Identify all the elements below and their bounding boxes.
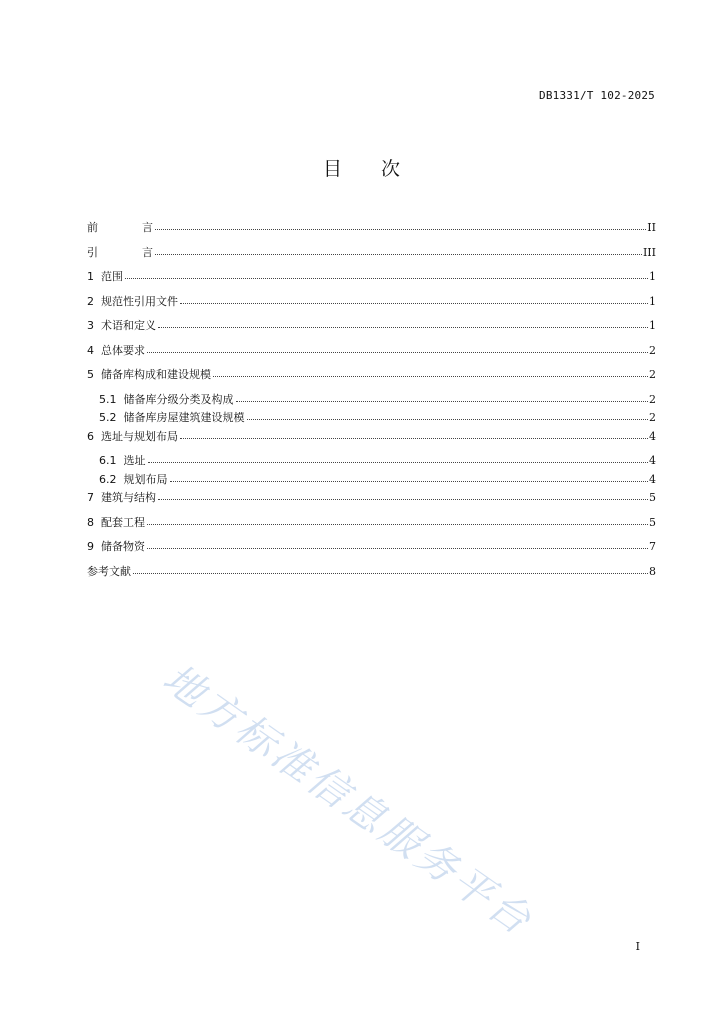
toc-leader-dots (180, 303, 648, 304)
toc-leader-dots (155, 229, 646, 230)
toc-entry-label: 2 规范性引用文件 (87, 294, 178, 308)
toc-entry-label: 6.1 选址 (99, 454, 146, 467)
toc-entry-label: 9 储备物资 (87, 540, 145, 553)
toc-entry-label (87, 219, 153, 236)
toc-leader-dots (158, 499, 648, 500)
toc-leader-dots (147, 352, 648, 353)
toc-entry-page: 4 (649, 472, 656, 486)
toc-leader-dots (147, 548, 648, 549)
toc-entry-label: 参考文献 (87, 564, 131, 578)
toc-entry[interactable] (87, 342, 656, 367)
toc-entry[interactable] (87, 268, 656, 293)
toc-entry-label-char: 言 (142, 245, 153, 259)
toc-leader-dots (147, 524, 648, 525)
toc-entry-page: 2 (649, 343, 656, 357)
toc-entry[interactable] (87, 563, 656, 588)
toc-entry[interactable] (87, 317, 656, 342)
toc-leader-dots (158, 327, 648, 328)
toc-entry-page: 1 (649, 319, 656, 332)
toc-entry-page: II (647, 221, 656, 234)
toc-entry-label-char: 前 (87, 221, 98, 234)
toc-entry-label: 6.2 规划布局 (99, 472, 168, 486)
page-number: I (635, 940, 640, 953)
toc-entry-label (87, 244, 153, 261)
toc-entry-label-char: 引 (87, 245, 98, 259)
toc-entry[interactable] (87, 514, 656, 539)
toc-entry-page: 2 (649, 411, 656, 424)
toc-entry[interactable] (87, 366, 656, 391)
toc-entry[interactable] (87, 219, 656, 244)
toc-entry-page: 1 (649, 270, 656, 283)
toc-entry-page: 4 (649, 429, 656, 443)
toc-entry-label: 5.2 储备库房屋建筑建设规模 (99, 411, 245, 424)
toc-entry-label: 6 选址与规划布局 (87, 429, 178, 443)
toc-entry-label-char: 言 (142, 221, 153, 234)
toc-entry[interactable] (87, 538, 656, 563)
toc-entry-label: 1 范围 (87, 270, 123, 283)
toc-title-char-2: 次 (381, 158, 402, 180)
toc-entry-page: 5 (649, 515, 656, 529)
toc-entry-page: 8 (649, 564, 656, 578)
toc-entry-page: 2 (649, 368, 656, 381)
toc-entry[interactable] (87, 244, 656, 269)
toc-entry-label: 3 术语和定义 (87, 319, 156, 332)
toc-entry-label: 5 储备库构成和建设规模 (87, 368, 211, 381)
toc-entry[interactable] (87, 489, 656, 514)
table-of-contents (87, 219, 656, 587)
toc-entry-label: 7 建筑与结构 (87, 491, 156, 504)
toc-entry-page: 2 (649, 392, 656, 406)
toc-entry-page: 4 (649, 454, 656, 467)
toc-title (0, 154, 724, 181)
toc-leader-dots (236, 401, 649, 402)
toc-entry-label: 4 总体要求 (87, 343, 145, 357)
toc-leader-dots (213, 376, 648, 377)
toc-entry[interactable] (87, 452, 656, 471)
toc-title-char-1: 目 (322, 158, 343, 180)
toc-leader-dots (133, 573, 648, 574)
toc-entry[interactable] (87, 428, 656, 453)
toc-entry-page: 1 (649, 294, 656, 308)
toc-entry[interactable] (87, 409, 656, 428)
document-code: DB1331/T 102-2025 (539, 89, 655, 102)
toc-entry-page: III (642, 245, 656, 259)
toc-leader-dots (155, 254, 642, 255)
toc-leader-dots (180, 438, 648, 439)
toc-leader-dots (148, 462, 649, 463)
toc-leader-dots (170, 481, 649, 482)
toc-entry-page: 7 (649, 540, 656, 553)
toc-entry-label: 8 配套工程 (87, 515, 145, 529)
toc-entry-page: 5 (649, 491, 656, 504)
toc-leader-dots (247, 419, 649, 420)
watermark: 地方标准信息服务平台 (154, 655, 542, 946)
toc-entry[interactable] (87, 391, 656, 410)
toc-leader-dots (125, 278, 648, 279)
toc-entry-label: 5.1 储备库分级分类及构成 (99, 392, 234, 406)
toc-entry[interactable] (87, 293, 656, 318)
toc-entry[interactable] (87, 471, 656, 490)
